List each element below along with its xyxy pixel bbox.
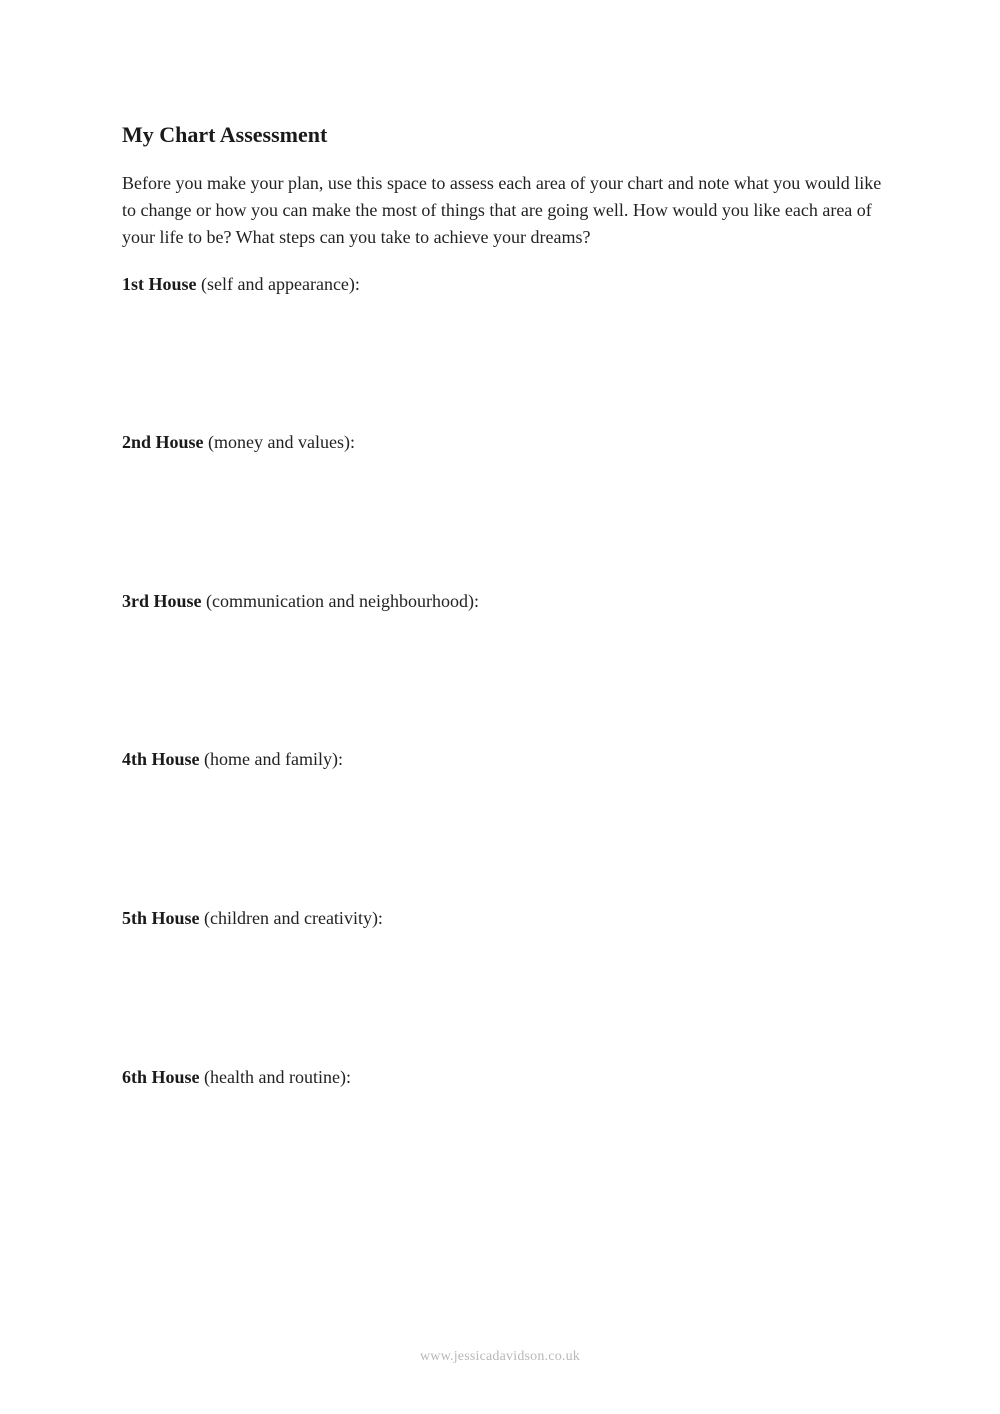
- house-1-name: 1st House: [122, 274, 197, 294]
- house-1-prompt: [122, 271, 360, 297]
- page-title: My Chart Assessment: [122, 122, 328, 147]
- house-5-name: 5th House: [122, 908, 200, 928]
- house-3-description: (communication and neighbourhood):: [206, 591, 479, 611]
- house-4-prompt: [122, 746, 343, 772]
- footer-website: www.jessicadavidson.co.uk: [419, 1349, 580, 1364]
- house-2-prompt: [122, 429, 355, 455]
- house-6-prompt: [122, 1064, 351, 1090]
- house-1-description: (self and appearance):: [201, 274, 360, 294]
- house-5-description: (children and creativity):: [204, 908, 383, 928]
- house-4-name: 4th House: [122, 749, 200, 769]
- house-3-name: 3rd House: [122, 591, 202, 611]
- house-2-description: (money and values):: [208, 432, 355, 452]
- intro-paragraph: Before you make your plan, use this space to assess each area of your chart and note what you would like to change or how you can make the most of things that are going well. How would you like each area of your life to be? What steps can you take to achieve your dreams?: [122, 173, 882, 247]
- house-6-name: 6th House: [122, 1067, 200, 1087]
- house-4-description: (home and family):: [204, 749, 343, 769]
- house-5-prompt: [122, 905, 383, 931]
- house-3-prompt: [122, 588, 479, 614]
- house-6-description: (health and routine):: [204, 1067, 351, 1087]
- house-2-name: 2nd House: [122, 432, 204, 452]
